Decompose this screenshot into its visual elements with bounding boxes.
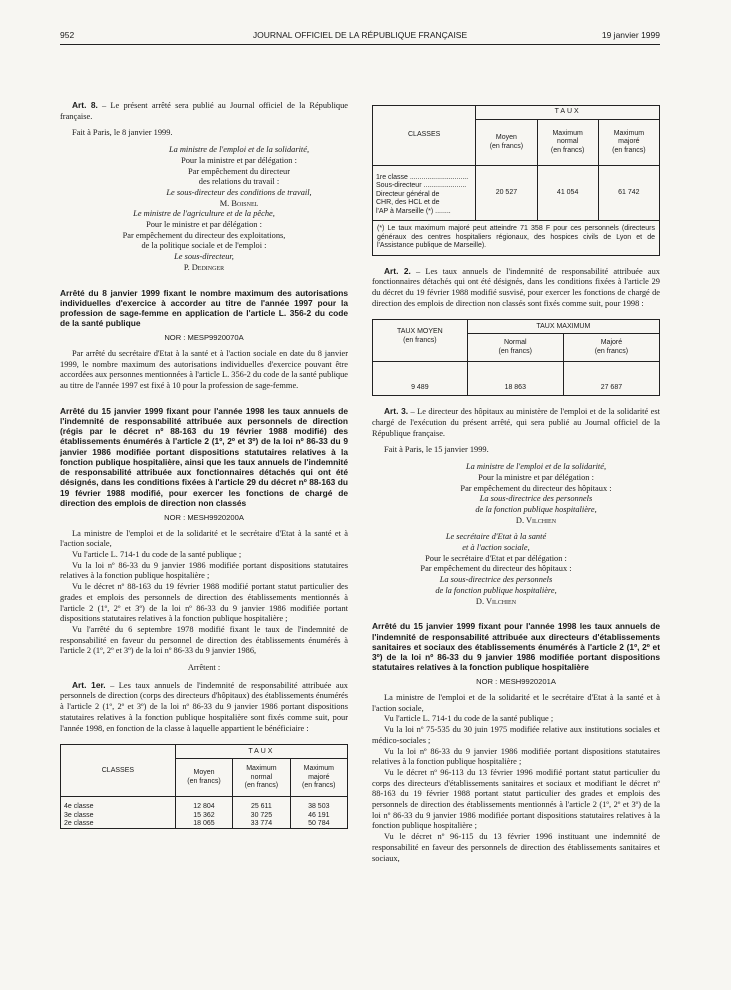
arrete3-para: Vu la loi nº 86-33 du 9 janvier 1986 modifiée portant dispositions statutaires relatives à la fonction publique hospitalière ; <box>372 746 660 767</box>
sig-line: Le ministre de l'agriculture et de la pêche, <box>133 209 275 219</box>
sig-line: des relations du travail : <box>198 177 280 187</box>
art8-paragraph <box>60 100 348 122</box>
col-taux: TAUX <box>476 106 660 120</box>
cell-classe: 2e classe <box>61 820 176 829</box>
arrete2-para: La ministre de l'emploi et de la solidarité et le secrétaire d'Etat à la santé et à l'action sociale, <box>60 528 348 549</box>
sig-line: Pour le ministre et par délégation : <box>146 220 262 230</box>
arrete2-para: Vu l'article L. 714-1 du code de la santé publique ; <box>72 550 242 560</box>
signature-block-3 <box>372 462 660 526</box>
art2-text: – Les taux annuels de l'indemnité de responsabilité attribuée aux fonctionnaires détachés qui ont été désignés, dans les conditions fixées à l'article 29 du décret du 19 février 1988 modifié susvisé, pour exercer les fonctions de chargé de direction des emplois de direction non classés sont fixés comme suit, pour 1998 : <box>372 266 660 308</box>
sig-line: La ministre de l'emploi et de la solidarité, <box>465 462 607 472</box>
col-max: Maximum normal (en francs) <box>233 759 290 797</box>
arrete3-para: Vu le décret nº 96-115 du 13 février 1996 instituant une indemnité de responsabilité en faveur des personnels de direction des établissements sanitaires et sociaux, <box>372 832 660 863</box>
col-taux: TAUX <box>175 745 347 759</box>
arrete2-para: Vu la loi nº 86-33 du 9 janvier 1986 modifiée portant dispositions statutaires relatives à la fonction publique hospitalière ; <box>60 560 348 581</box>
arrete2-para: Vu l'arrêté du 6 septembre 1978 modifié fixant le taux de l'indemnité de responsabilité en faveur du personnel de direction des établissements énumérés à l'article 2 (1º, 2º et 3º) de la loi nº 86-33 du 9 janvier 1986, <box>60 624 348 656</box>
arrete1-title: Arrêté du 8 janvier 1999 fixant le nombre maximum des autorisations individuelles d'exercice à accorder au titre de l'année 1997 pour la profession de sage-femme en application de l'article L. 356-2 du code de la santé publique <box>60 287 348 329</box>
arrete3-nor: NOR : MESH9920201A <box>476 677 556 687</box>
sig-line: de la politique sociale et de l'emploi : <box>141 241 267 251</box>
cell-classe: 4e classe <box>61 797 176 812</box>
sig-line: Le sous-directeur des conditions de travail, <box>166 187 312 197</box>
sig-line: La sous-directrice des personnels <box>439 575 553 585</box>
sig-line: Pour le secrétaire d'Etat et par délégation : <box>425 553 567 563</box>
table-footnote: (*) Le taux maximum majoré peut atteindre 71 358 F pour ces personnels (directeurs généraux des centres hospitaliers régionaux, des hospices civils de Lyon et de l'Assistance publique de Marseille). <box>372 221 660 256</box>
col-taux-moyen: TAUX MOYEN (en francs) <box>373 320 468 362</box>
cell-moyen: 12 804 <box>175 797 232 812</box>
cell-moyen: 18 065 <box>175 820 232 829</box>
col-classes: CLASSES <box>61 745 176 797</box>
col-taux-maximum: TAUX MAXIMUM <box>467 320 659 334</box>
taux-table-right <box>372 105 660 221</box>
col-classes: CLASSES <box>373 106 476 166</box>
sig-line: Par empêchement du directeur <box>187 166 291 176</box>
taux-table-2 <box>372 319 660 396</box>
sig-line: Par empêchement du directeur des hôpitaux : <box>420 564 572 574</box>
arrete1-nor: NOR : MESP9920070A <box>164 333 244 343</box>
arretent: Arrêtent : <box>187 663 221 673</box>
cell-moyen: 20 527 <box>476 166 537 221</box>
art3-paragraph <box>372 406 660 439</box>
journal-title: JOURNAL OFFICIEL DE LA RÉPUBLIQUE FRANÇAISE <box>252 30 468 40</box>
col-maj: Maximum majoré (en francs) <box>598 120 659 166</box>
issue-date: 19 janvier 1999 <box>601 30 660 40</box>
art8-fait: Fait à Paris, le 8 janvier 1999. <box>72 128 173 138</box>
cell-maj: 38 503 <box>290 797 347 812</box>
taux-table-left <box>60 744 348 829</box>
table-row <box>61 797 348 812</box>
arrete3-para: Vu l'article L. 714-1 du code de la santé publique ; <box>384 714 554 724</box>
cell-maj: 46 191 <box>290 812 347 820</box>
sig-line: et à l'action sociale, <box>462 543 530 553</box>
arrete3-para: Vu la loi nº 75-535 du 30 juin 1975 modifiée relative aux institutions sociales et médico-sociales ; <box>372 725 660 745</box>
sig-line: La ministre de l'emploi et de la solidarité, <box>168 145 310 155</box>
table-row <box>61 812 348 820</box>
cell-max: 41 054 <box>537 166 598 221</box>
cell-classe: 1re classe .............................. Sous-directeur ...................... Directeur général de CHR, des HCL et de l'AP à Marseille (*) ........ <box>373 166 476 221</box>
cell-moyen: 9 489 <box>373 362 468 396</box>
col-moyen: Moyen (en francs) <box>476 120 537 166</box>
col-normal: Normal (en francs) <box>467 334 563 362</box>
cell-maj: 50 784 <box>290 820 347 829</box>
cell-classe: 3e classe <box>61 812 176 820</box>
cell-max: 25 611 <box>233 797 290 812</box>
art1-text: – Les taux annuels de l'indemnité de responsabilité attribuée aux personnels de direction (corps des directeurs d'hôpitaux) des établissements énumérés à l'article 2 (1º, 2º et 3º) de la loi nº 86-33 du 9 janvier 1986 portant dispositions statutaires relatives à la fonction publique hospitalière sont fixés comme suit, pour l'année 1998, en fonction de la classe à laquelle appartient le bénéficiaire : <box>60 680 348 733</box>
page-number: 952 <box>60 30 75 40</box>
arrete1-body: Par arrêté du secrétaire d'Etat à la santé et à l'action sociale en date du 8 janvier 1999, le nombre maximum des autorisations individuelles d'exercice pouvant être accordées aux personnes mentionnées à l'article L. 356-2 du code de la santé publique au titre de l'année 1997 est fixé à 10 pour la profession de sage-femme. <box>60 349 349 391</box>
art1-label: Art. 1er. <box>72 679 106 690</box>
sig-line: Le sous-directeur, <box>174 252 234 262</box>
col-majore: Majoré (en francs) <box>563 334 659 362</box>
sig-line: Par empêchement du directeur des hôpitaux : <box>460 483 612 493</box>
sig-line: de la fonction publique hospitalière, <box>475 504 597 514</box>
sig-line: de la fonction publique hospitalière, <box>435 585 557 595</box>
arrete3-title: Arrêté du 15 janvier 1999 fixant pour l'année 1998 les taux annuels de l'indemnité de responsabilité attribuée aux directeurs d'établissements sanitaires et sociaux des établissements énumérés à l'article 2 (1º, 2º et 3º) de la loi nº 86-33 du 9 janvier 1986 modifiée portant dispositions statutaires relatives à la fonction publique hospitalière <box>372 621 660 673</box>
cell-max: 33 774 <box>233 820 290 829</box>
table-row <box>61 820 348 829</box>
art3-fait: Fait à Paris, le 15 janvier 1999. <box>384 445 489 455</box>
art8-text: – Le présent arrêté sera publié au Journal officiel de la République française. <box>60 101 348 121</box>
signature-block-4 <box>372 532 660 607</box>
art3-label: Art. 3. <box>384 406 409 417</box>
arrete2-title: Arrêté du 15 janvier 1999 fixant pour l'année 1998 les taux annuels de l'indemnité de responsabilité attribuée aux personnels de direction (régis par le décret nº 88-163 du 19 février 1988 modifié) des établissements énumérés à l'article 2 (1º, 2º et 3º) de la loi nº 86-33 du 9 janvier 1986 modifiée portant dispositions statutaires relatives à la fonction publique hospitalière, ainsi que les taux annuels de l'indemnité de responsabilité attribuée aux fonctionnaires détachés qui ont été désignés, dans les conditions fixées à l'article 29 du décret nº 88-163 du 19 février 1988 modifié, pour exercer les fonctions de chargé de direction des emplois de direction non classés <box>60 405 348 508</box>
col-max: Maximum normal (en francs) <box>537 120 598 166</box>
cell-normal: 18 863 <box>467 362 563 396</box>
sig-name: D. Vilchien <box>475 596 517 606</box>
art2-label: Art. 2. <box>384 265 411 276</box>
sig-line: La sous-directrice des personnels <box>479 494 593 504</box>
header-rule <box>60 44 660 45</box>
col-maj: Maximum majoré (en francs) <box>290 759 347 797</box>
arrete2-nor: NOR : MESH9920200A <box>164 512 244 522</box>
arrete2-para: Vu le décret nº 88-163 du 19 février 1988 modifié portant statut particulier des grades et emplois des personnels de direction des établissements mentionnés à l'article 2 (1º, 2º et 3º) de la loi nº 86-33 du 9 janvier 1986 modifiée portant dispositions statutaires relatives à la fonction publique hospitalière ; <box>60 582 348 624</box>
art1-paragraph <box>60 680 348 735</box>
right-column <box>372 105 660 864</box>
left-column <box>60 100 348 829</box>
sig-line: Le secrétaire d'Etat à la santé <box>445 532 547 542</box>
art2-paragraph <box>372 266 660 310</box>
sig-line: Par empêchement du directeur des exploitations, <box>122 230 286 240</box>
col-moyen: Moyen (en francs) <box>175 759 232 797</box>
signature-block-2 <box>60 209 348 273</box>
sig-line: Pour la ministre et par délégation : <box>181 155 297 165</box>
sig-name: D. Vilchien <box>515 515 557 525</box>
signature-block-1 <box>60 145 348 209</box>
art3-text: – Le directeur des hôpitaux au ministère de l'emploi et de la solidarité est chargé de l'exécution du présent arrêté, qui sera publié au Journal officiel de la République française. <box>372 407 660 438</box>
art8-label: Art. 8. <box>72 100 98 110</box>
cell-majore: 27 687 <box>563 362 659 396</box>
cell-max: 30 725 <box>233 812 290 820</box>
arrete3-para: Vu le décret nº 96-113 du 13 février 1996 modifié portant statut particulier du corps des directeurs d'établissements sanitaires et sociaux et modifiant le décret nº 88-163 du 19 février 1988 portant statut particulier des grades et emplois des personnels de direction des établissements mentionnés à l'article 2 (1º, 2º et 3º) de la loi nº 86-33 du 9 janvier 1986 modifiée portant dispositions statutaires relatives à la fonction publique hospitalière ; <box>372 767 660 831</box>
sig-name: P. Dedinger <box>183 262 225 272</box>
cell-moyen: 15 362 <box>175 812 232 820</box>
sig-line: Pour la ministre et par délégation : <box>478 472 594 482</box>
sig-name: M. Boisnel <box>219 198 259 208</box>
cell-maj: 61 742 <box>598 166 659 221</box>
table-row <box>373 166 660 221</box>
table-row <box>373 362 660 396</box>
arrete3-para: La ministre de l'emploi et de la solidarité et le secrétaire d'Etat à la santé et à l'action sociale, <box>372 693 660 713</box>
page-header <box>60 30 660 42</box>
